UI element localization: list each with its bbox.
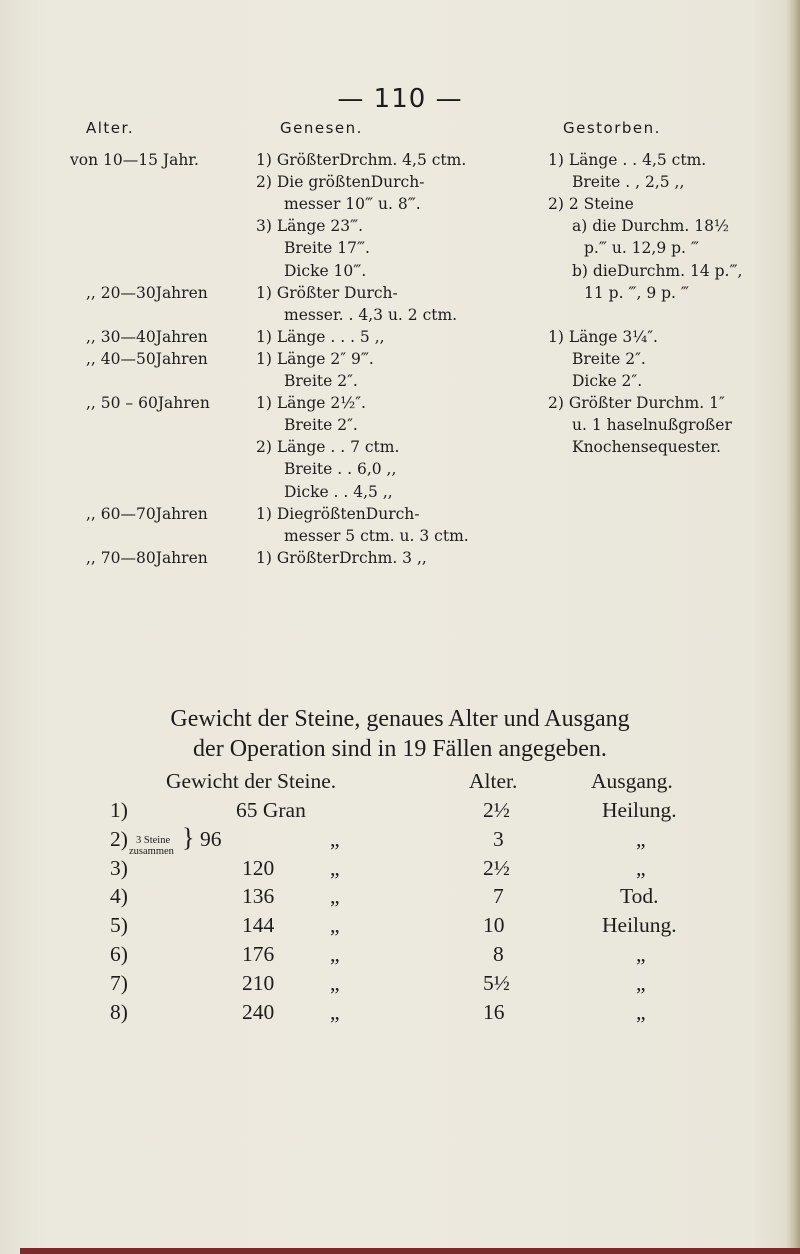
header-healed: Genesen. [280, 119, 363, 137]
table2-outcome-cell: „ [636, 999, 646, 1024]
header-died: Gestorben. [563, 119, 661, 137]
table1-died-cell: Dicke 2″. [572, 372, 643, 390]
table2-outcome-cell: Heilung. [602, 798, 677, 822]
table1-died-cell: 1) Länge 3¼″. [548, 327, 658, 346]
table2-num-cell: 1) [110, 798, 128, 822]
table1-healed-cell: Breite 2″. [284, 416, 358, 435]
table1-healed-cell: Breite 17‴. [284, 239, 370, 258]
note-brace: } [182, 823, 195, 852]
table1-died-cell: 11 p. ‴, 9 p. ‴ [584, 283, 689, 302]
table2-outcome-cell: „ [636, 942, 646, 966]
table1-healed-cell: messer 5 ctm. u. 3 ctm. [284, 526, 469, 545]
table1-died-cell: 1) Länge . . 4,5 ctm. [548, 151, 707, 169]
table2-num-cell: 6) [110, 942, 128, 966]
table1-healed-cell: Dicke . . 4,5 ,, [284, 482, 393, 501]
table1-died-cell: 2) 2 Steine [548, 195, 634, 214]
note-three-stones: 3 Steine [136, 835, 171, 846]
table2-num-cell: 5) [110, 913, 128, 938]
table1-age-cell: ,, 40—50Jahren [86, 349, 208, 368]
table2-num-cell: 7) [110, 970, 128, 995]
table2-age-cell: 10 [483, 913, 505, 938]
table1-healed-cell: 1) Größter Durch- [256, 283, 398, 302]
page-number: — 110 — [337, 84, 463, 114]
table1-died-cell: Breite 2″. [572, 349, 646, 368]
table1-healed-cell: Breite . . 6,0 ,, [284, 460, 397, 479]
table1-age-cell: ,, 50 – 60Jahren [86, 394, 210, 413]
section-heading-line-1: Gewicht der Steine, genaues Alter und Ausgang [170, 706, 630, 732]
header-outcome: Ausgang. [591, 769, 673, 793]
table2-unit-cell: „ [330, 826, 340, 851]
table2-weight-cell: 96 [200, 826, 222, 851]
table2-weight-cell: 65 Gran [236, 798, 306, 822]
table2-age-cell: 7 [493, 884, 504, 909]
table1-healed-cell: 2) Die größtenDurch- [256, 173, 425, 192]
table1-died-cell: 2) Größter Durchm. 1″ [548, 394, 725, 413]
table2-age-cell: 2½ [483, 855, 510, 880]
table2-age-cell: 8 [493, 942, 504, 966]
table1-healed-cell: 1) Länge 2″ 9‴. [256, 349, 374, 368]
table1-died-cell: a) die Durchm. 18½ [572, 217, 729, 236]
table2-unit-cell: „ [330, 913, 340, 938]
table1-age-cell: ,, 20—30Jahren [86, 283, 208, 302]
table2-age-cell: 16 [483, 999, 505, 1024]
table1-died-cell: p.‴ u. 12,9 p. ‴ [584, 239, 699, 258]
table2-outcome-cell: „ [636, 855, 646, 880]
table2-unit-cell: „ [330, 999, 340, 1024]
table1-healed-cell: Dicke 10‴. [284, 261, 367, 280]
table1-healed-cell: messer. . 4,3 u. 2 ctm. [284, 305, 458, 324]
table1-died-cell: Knochensequester. [572, 438, 721, 457]
table1-healed-cell: 1) Länge . . . 5 ,, [256, 327, 385, 346]
table2-age-cell: 3 [493, 826, 504, 851]
table1-healed-cell: 1) DiegrößtenDurch- [256, 504, 420, 523]
table1-healed-cell: 1) GrößterDrchm. 3 ,, [256, 548, 427, 567]
table2-num-cell: 3) [110, 855, 128, 880]
table2-outcome-cell: „ [636, 970, 646, 995]
table2-weight-cell: 136 [242, 884, 275, 909]
table2-age-cell: 2½ [483, 798, 510, 822]
table2-num-cell: 4) [110, 884, 128, 909]
table1-age-cell: ,, 30—40Jahren [86, 327, 208, 346]
table2-unit-cell: „ [330, 942, 340, 966]
table1-age-cell: ,, 70—80Jahren [86, 548, 208, 567]
table1-healed-cell: messer 10‴ u. 8‴. [284, 195, 421, 214]
table2-unit-cell: „ [330, 855, 340, 880]
table1-healed-cell: Breite 2″. [284, 372, 358, 390]
table2-unit-cell: „ [330, 884, 340, 909]
table2-outcome-cell: Tod. [620, 884, 659, 909]
table2-weight-cell: 210 [242, 970, 275, 995]
section-heading-line-2: der Operation sind in 19 Fällen angegeben. [193, 736, 607, 762]
table2-weight-cell: 240 [242, 999, 275, 1024]
header-age: Alter. [86, 119, 135, 137]
header-age: Alter. [469, 769, 518, 793]
table1-age-cell: ,, 60—70Jahren [86, 504, 208, 523]
table2-age-cell: 5½ [483, 970, 510, 995]
note-together: zusammen [129, 846, 174, 857]
table1-died-cell: Breite . , 2,5 ,, [572, 173, 685, 192]
table2-outcome-cell: Heilung. [602, 913, 677, 938]
table1-healed-cell: 1) GrößterDrchm. 4,5 ctm. [256, 151, 467, 169]
table1-healed-cell: 3) Länge 23‴. [256, 217, 364, 236]
table1-age-cell: von 10—15 Jahr. [70, 151, 199, 169]
table2-num-cell: 2) [110, 826, 128, 851]
table2-weight-cell: 176 [242, 942, 275, 966]
table2-num-cell: 8) [110, 999, 128, 1024]
table1-died-cell: u. 1 haselnußgroßer [572, 416, 732, 435]
table2-unit-cell: „ [330, 970, 340, 995]
table2-weight-cell: 144 [242, 913, 275, 938]
header-weight: Gewicht der Steine. [166, 769, 337, 793]
table1-healed-cell: 1) Länge 2½″. [256, 394, 366, 413]
table2-outcome-cell: „ [636, 826, 646, 851]
table1-died-cell: b) dieDurchm. 14 p.‴, [572, 261, 743, 280]
table1-healed-cell: 2) Länge . . 7 ctm. [256, 438, 400, 457]
table2-weight-cell: 120 [242, 855, 275, 880]
